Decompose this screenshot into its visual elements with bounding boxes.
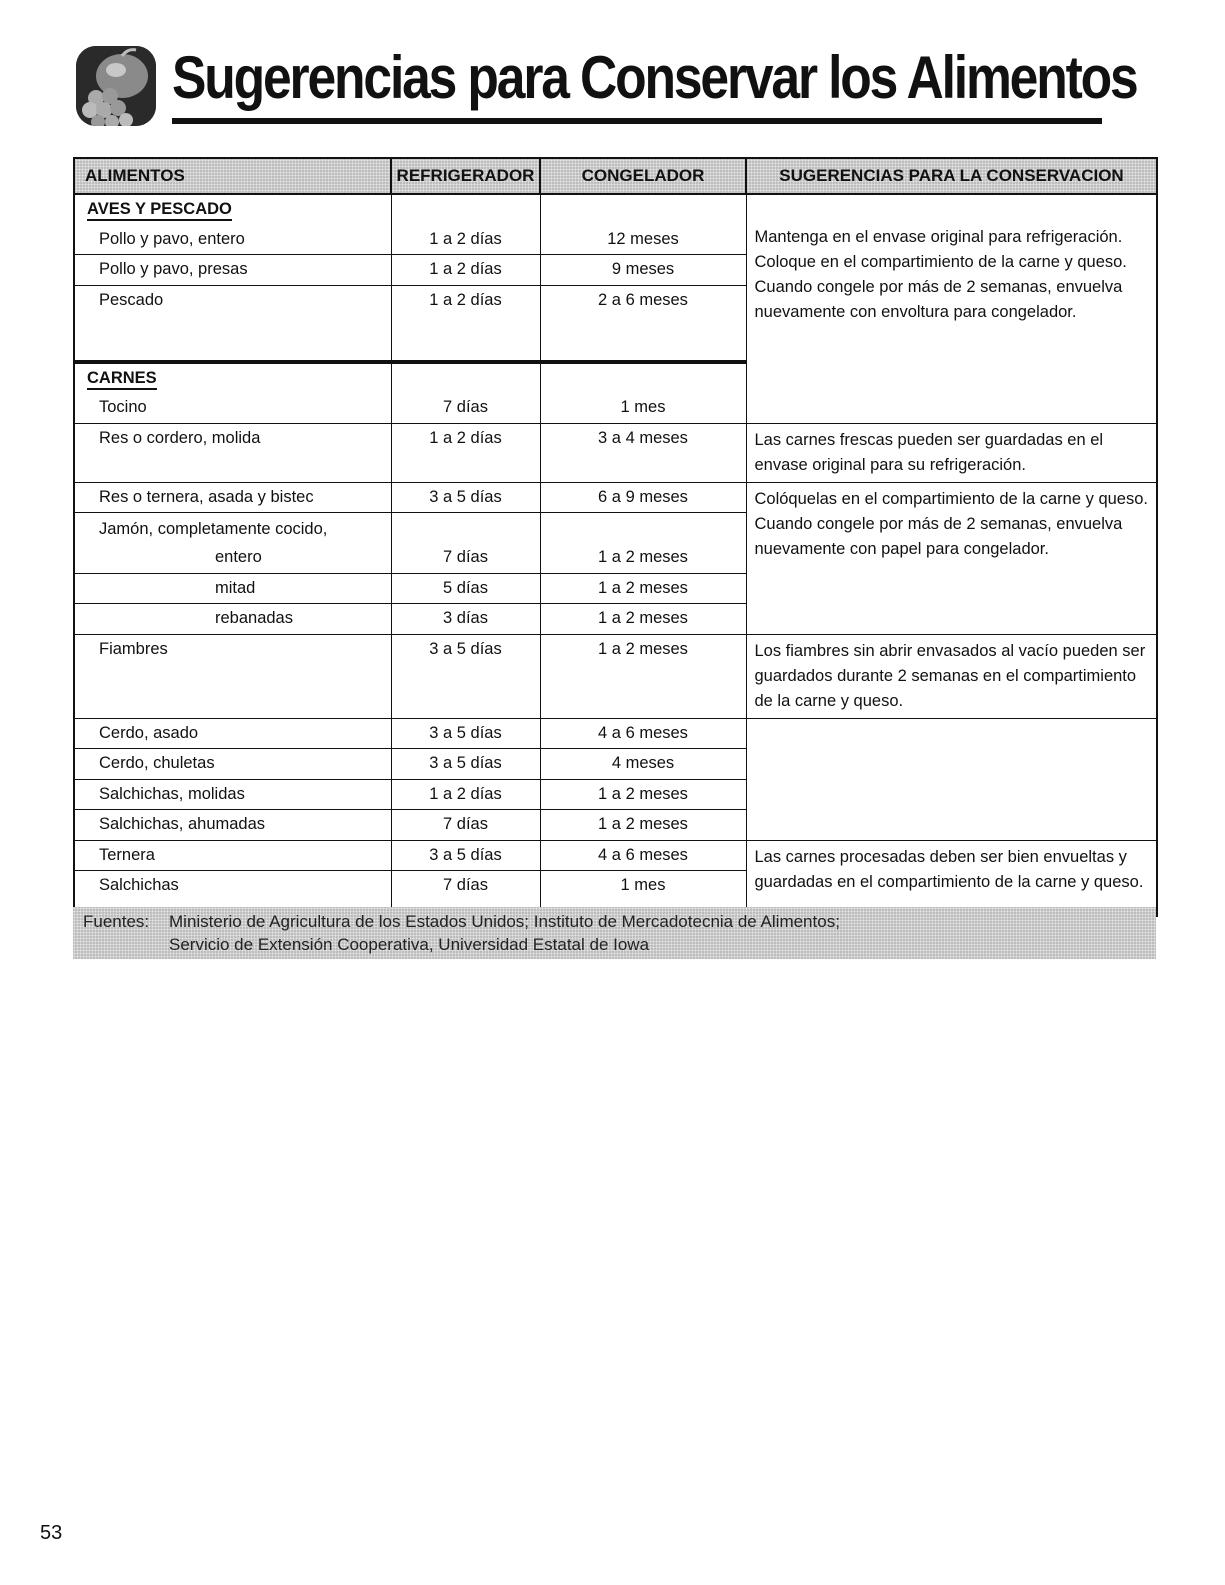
table-header-row: [74, 158, 1157, 194]
tip-cell: Las carnes procesadas deben ser bien envueltas y guardadas en el compartimiento de la carne y queso.: [746, 840, 1157, 916]
col-header-tips: SUGERENCIAS PARA LA CONSERVACION: [746, 158, 1157, 194]
table-row: Ternera 3 a 5 días 4 a 6 meses Las carnes procesadas deben ser bien envueltas y guardadas en el compartimiento de la carne y queso.: [74, 840, 1157, 871]
storage-table: [73, 157, 1158, 917]
sources-line-1: Ministerio de Agricultura de los Estados Unidos; Instituto de Mercadotecnia de Alimentos;: [169, 912, 840, 931]
table-row: Salchichas, ahumadas 7 días 1 a 2 meses: [74, 810, 1157, 841]
table-row: Jamón, completamente cocido,: [74, 513, 1157, 544]
table-row: Pescado 1 a 2 días 2 a 6 meses: [74, 285, 1157, 362]
table-row: Tocino 7 días 1 mes: [74, 393, 1157, 423]
sources-line-2: Servicio de Extensión Cooperativa, Universidad Estatal de Iowa: [169, 935, 650, 954]
table-row: mitad 5 días 1 a 2 meses: [74, 573, 1157, 604]
page-number: 53: [40, 1522, 63, 1544]
tip-cell: Colóquelas en el compartimiento de la carne y queso. Cuando congele por más de 2 semanas, envuelva nuevamente con papel para congelador.: [746, 482, 1157, 634]
col-header-freezer: CONGELADOR: [540, 158, 746, 194]
table-row: Pollo y pavo, presas 1 a 2 días 9 meses: [74, 255, 1157, 286]
table-row: Cerdo, chuletas 3 a 5 días 4 meses: [74, 749, 1157, 780]
table-row: Pollo y pavo, entero 1 a 2 días 12 meses: [74, 225, 1157, 255]
col-header-fridge: REFRIGERADOR: [391, 158, 540, 194]
page-title: Sugerencias para Conservar los Alimentos: [172, 44, 1137, 111]
table-row: Res o cordero, molida 1 a 2 días 3 a 4 meses Las carnes frescas pueden ser guardadas en el envase original para su refrigeración.: [74, 423, 1157, 482]
title-underline: [172, 118, 1102, 124]
col-header-food: ALIMENTOS: [74, 158, 391, 194]
category-row: [74, 362, 1157, 394]
table-row: entero 7 días 1 a 2 meses: [74, 543, 1157, 573]
tip-cell: Los fiambres sin abrir envasados al vacío pueden ser guardados durante 2 semanas en el compartimiento de la carne y queso.: [746, 634, 1157, 718]
table-row: Salchichas 7 días 1 mes: [74, 871, 1157, 917]
sources-box: [73, 907, 1156, 959]
category-title: CARNES: [87, 369, 157, 390]
tip-cell: Mantenga en el envase original para refrigeración. Coloque en el compartimiento de la carne y queso. Cuando congele por más de 2 semanas, envuelva nuevamente con envoltura para congelador.: [746, 194, 1157, 362]
table-row: Res o ternera, asada y bistec 3 a 5 días 6 a 9 meses Colóquelas en el compartimiento de la carne y queso. Cuando congele por más de 2 semanas, envuelva nuevamente con papel para congelador.: [74, 482, 1157, 513]
category-row: [74, 194, 1157, 225]
category-title: AVES Y PESCADO: [87, 200, 232, 221]
table-row: Salchichas, molidas 1 a 2 días 1 a 2 meses: [74, 779, 1157, 810]
fruit-icon: [76, 46, 156, 126]
sources-label: Fuentes:: [83, 912, 150, 931]
table-row: Cerdo, asado 3 a 5 días 4 a 6 meses: [74, 718, 1157, 749]
page-header: [76, 42, 1137, 130]
tip-cell: Las carnes frescas pueden ser guardadas en el envase original para su refrigeración.: [746, 423, 1157, 482]
table-row: Fiambres 3 a 5 días 1 a 2 meses Los fiambres sin abrir envasados al vacío pueden ser guardados durante 2 semanas en el compartimiento de la carne y queso.: [74, 634, 1157, 718]
table-row: rebanadas 3 días 1 a 2 meses: [74, 604, 1157, 635]
